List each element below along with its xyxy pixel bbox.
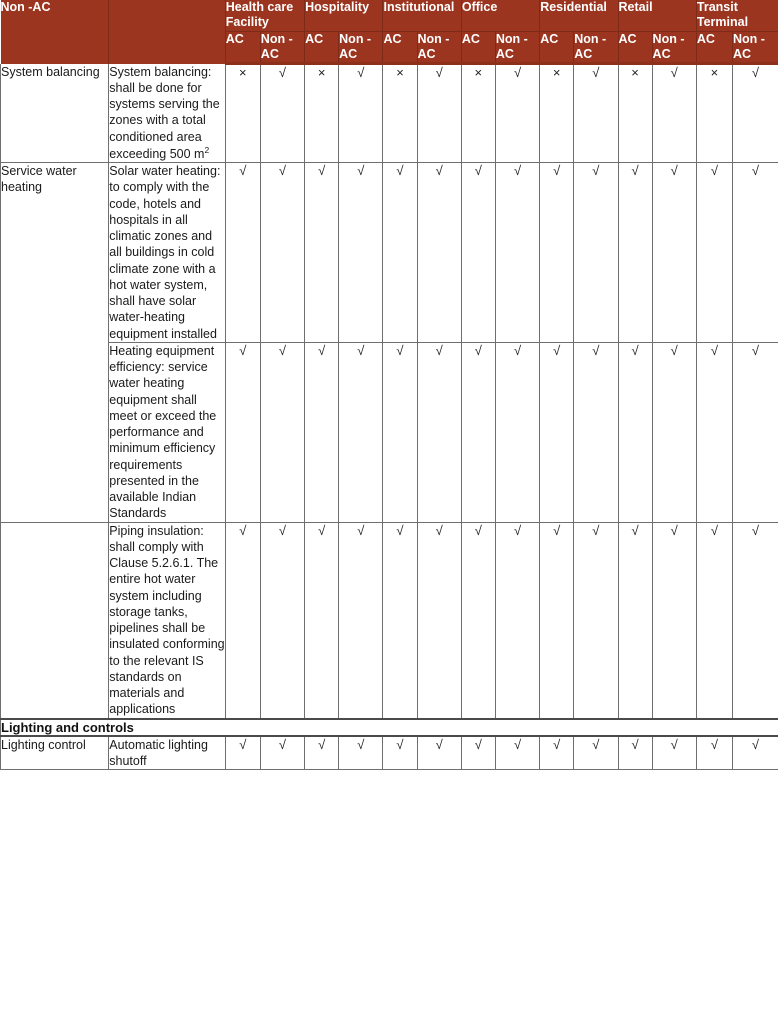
row-category-label: Lighting control: [1, 737, 86, 752]
cell-institutional-ac: ×: [383, 64, 417, 163]
sub-label: Non -AC: [417, 31, 450, 61]
header-group-row: [1, 0, 778, 31]
header-first-column-label: Non -AC: [0, 0, 51, 14]
cell-residential-nonac: √: [574, 342, 618, 522]
cell-residential-ac: √: [540, 342, 574, 522]
sub-label: AC: [618, 31, 637, 46]
row-requirement-cell: [109, 64, 226, 163]
cell-retail-ac: √: [618, 736, 652, 770]
cell-institutional-nonac: √: [417, 522, 461, 719]
header-sub-office-nonac: [495, 31, 539, 64]
cell-hospitality-nonac: √: [339, 64, 383, 163]
row-category-cell: [1, 163, 109, 523]
sub-label: Non -AC: [495, 31, 528, 61]
cell-retail-nonac: √: [652, 64, 696, 163]
cell-healthcare-nonac: √: [260, 522, 304, 719]
cell-hospitality-ac: √: [305, 522, 339, 719]
header-sub-retail-ac: [618, 31, 652, 64]
header-group-hospitality: [305, 0, 383, 31]
cell-institutional-ac: √: [383, 163, 417, 343]
table-header: [1, 0, 778, 64]
row-category-cell: [1, 64, 109, 163]
header-group-label: Transit Terminal: [696, 0, 749, 30]
row-category-label: Service water heating: [1, 164, 77, 195]
header-group-residential: [540, 0, 618, 31]
cell-residential-nonac: √: [574, 163, 618, 343]
cell-office-nonac: √: [495, 64, 539, 163]
table-row: [1, 342, 778, 522]
cell-healthcare-nonac: √: [260, 342, 304, 522]
header-sub-institutional-ac: [383, 31, 417, 64]
cell-hospitality-nonac: √: [339, 163, 383, 343]
cell-transit-nonac: √: [732, 736, 778, 770]
row-requirement-cell: [109, 522, 226, 719]
row-requirement-cell: [109, 342, 226, 522]
section-heading: Lighting and controls: [1, 719, 778, 736]
header-requirement-column: [109, 0, 226, 64]
cell-transit-nonac: √: [732, 342, 778, 522]
sub-label: AC: [383, 31, 402, 46]
row-category-label: System balancing: [1, 64, 100, 79]
cell-healthcare-nonac: √: [260, 64, 304, 163]
cell-office-ac: √: [461, 522, 495, 719]
header-group-label: Institutional: [383, 0, 455, 14]
sub-label: Non -AC: [652, 31, 685, 61]
cell-retail-nonac: √: [652, 522, 696, 719]
cell-hospitality-nonac: √: [339, 736, 383, 770]
cell-healthcare-nonac: √: [260, 163, 304, 343]
sub-label: AC: [540, 31, 559, 46]
header-sub-hospitality-nonac: [339, 31, 383, 64]
cell-transit-ac: ×: [696, 64, 732, 163]
header-group-label: Health care Facility: [225, 0, 294, 30]
cell-institutional-ac: √: [383, 522, 417, 719]
row-category-cell: [1, 522, 109, 719]
header-group-transit-terminal: [696, 0, 778, 31]
cell-hospitality-nonac: √: [339, 342, 383, 522]
header-sub-transit-nonac: [732, 31, 778, 64]
cell-office-nonac: √: [495, 163, 539, 343]
header-sub-transit-ac: [696, 31, 732, 64]
sub-label: AC: [305, 31, 324, 46]
cell-transit-nonac: √: [732, 522, 778, 719]
cell-residential-ac: √: [540, 736, 574, 770]
sub-label: Non -AC: [574, 31, 607, 61]
table-row: [1, 163, 778, 343]
cell-retail-ac: ×: [618, 64, 652, 163]
cell-residential-ac: ×: [540, 64, 574, 163]
cell-office-ac: √: [461, 342, 495, 522]
header-sub-hospitality-ac: [305, 31, 339, 64]
header-group-institutional: [383, 0, 461, 31]
sub-label: AC: [461, 31, 480, 46]
row-requirement-text: Heating equipment efficiency: service water heating equipment shall meet or exceed the performance and minimum efficiency requirements presented in the available Indian Standards: [109, 343, 217, 521]
cell-transit-ac: √: [696, 522, 732, 719]
cell-retail-nonac: √: [652, 736, 696, 770]
header-group-office: [461, 0, 539, 31]
cell-healthcare-ac: √: [225, 736, 260, 770]
cell-transit-ac: √: [696, 736, 732, 770]
cell-hospitality-ac: √: [305, 342, 339, 522]
cell-transit-ac: √: [696, 163, 732, 343]
cell-healthcare-ac: √: [225, 342, 260, 522]
cell-residential-nonac: √: [574, 522, 618, 719]
row-category-cell: [1, 736, 109, 770]
header-group-label: Office: [461, 0, 498, 14]
cell-healthcare-nonac: √: [260, 736, 304, 770]
sub-label: Non -AC: [732, 31, 765, 61]
header-sub-residential-nonac: [574, 31, 618, 64]
cell-hospitality-ac: √: [305, 163, 339, 343]
cell-residential-nonac: √: [574, 736, 618, 770]
header-group-label: Hospitality: [305, 0, 370, 14]
cell-office-ac: √: [461, 736, 495, 770]
cell-retail-nonac: √: [652, 163, 696, 343]
header-sub-residential-ac: [540, 31, 574, 64]
cell-hospitality-nonac: √: [339, 522, 383, 719]
cell-residential-ac: √: [540, 163, 574, 343]
header-group-healthcare: [225, 0, 304, 31]
cell-healthcare-ac: √: [225, 163, 260, 343]
cell-residential-nonac: √: [574, 64, 618, 163]
cell-retail-ac: √: [618, 342, 652, 522]
cell-institutional-nonac: √: [417, 163, 461, 343]
cell-office-ac: ×: [461, 64, 495, 163]
row-requirement-text: Solar water heating: to comply with the code, hotels and hospitals in all climatic zones and all buildings in cold climate zone with a hot water system, shall have solar water-heating equipment installed: [109, 164, 221, 341]
header-sub-office-ac: [461, 31, 495, 64]
section-heading-row: [1, 719, 778, 736]
table-row: [1, 64, 778, 163]
row-requirement-cell: [109, 163, 226, 343]
table-row: [1, 522, 778, 719]
sub-label: Non -AC: [339, 31, 372, 61]
sub-label: AC: [696, 31, 715, 46]
row-requirement-text: Automatic lighting shutoff: [109, 737, 208, 768]
cell-institutional-nonac: √: [417, 64, 461, 163]
cell-residential-ac: √: [540, 522, 574, 719]
cell-office-nonac: √: [495, 522, 539, 719]
header-sub-institutional-nonac: [417, 31, 461, 64]
header-group-label: Residential: [540, 0, 607, 14]
cell-hospitality-ac: √: [305, 736, 339, 770]
cell-institutional-nonac: √: [417, 342, 461, 522]
header-first-column: [1, 0, 109, 64]
header-sub-healthcare-nonac: [260, 31, 304, 64]
header-group-label: Retail: [618, 0, 653, 14]
cell-healthcare-ac: √: [225, 522, 260, 719]
cell-office-ac: √: [461, 163, 495, 343]
cell-retail-ac: √: [618, 522, 652, 719]
cell-transit-nonac: √: [732, 64, 778, 163]
cell-hospitality-ac: ×: [305, 64, 339, 163]
header-group-retail: [618, 0, 696, 31]
cell-transit-ac: √: [696, 342, 732, 522]
header-sub-healthcare-ac: [225, 31, 260, 64]
cell-retail-nonac: √: [652, 342, 696, 522]
cell-institutional-ac: √: [383, 342, 417, 522]
row-requirement-text: Piping insulation: shall comply with Clause 5.2.6.1. The entire hot water system including storage tanks, pipelines shall be insulated conforming to the relevant IS standards on materials and applications: [109, 523, 225, 717]
cell-institutional-nonac: √: [417, 736, 461, 770]
table-body: [1, 64, 778, 770]
cell-retail-ac: √: [618, 163, 652, 343]
row-requirement-text: System balancing: shall be done for systems serving the zones with a total conditioned area exceeding 500 m: [109, 64, 220, 161]
superscript: 2: [204, 144, 210, 155]
sub-label: Non -AC: [260, 31, 293, 61]
table-row: [1, 736, 778, 770]
cell-office-nonac: √: [495, 736, 539, 770]
cell-healthcare-ac: ×: [225, 64, 260, 163]
sub-label: AC: [225, 31, 244, 46]
cell-institutional-ac: √: [383, 736, 417, 770]
row-requirement-cell: [109, 736, 226, 770]
cell-office-nonac: √: [495, 342, 539, 522]
cell-transit-nonac: √: [732, 163, 778, 343]
header-sub-retail-nonac: [652, 31, 696, 64]
